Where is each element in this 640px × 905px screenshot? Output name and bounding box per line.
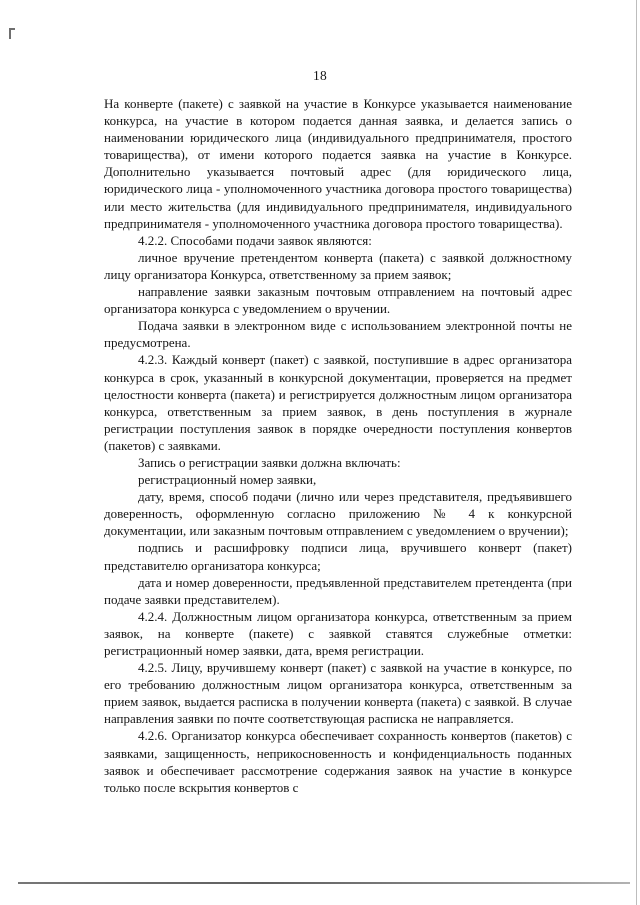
paragraph-registration-record: Запись о регистрации заявки должна включать:	[138, 454, 401, 470]
page-number: 18	[312, 68, 328, 83]
paragraph-envelope-marking: На конверте (пакете) с заявкой на участие в Конкурсе указывается наименование конкурса, на участие в котором подается данная заявка, и делается запись о наименовании юридического лица (индивидуального предпринимателя, простого товарищества), от имени которого подается заявка на участие в Конкурсе. Дополнительно указывается почтовый адрес (для юридического лица, юридического лица - уполномоченного участника договора простого товарищества) или место жительства (для индивидуального предпринимателя, индивидуального предпринимателя - уполномоченного участника договора простого товарищества).	[104, 96, 572, 231]
scan-artifact-mark	[9, 28, 15, 39]
paragraph-4-2-3: 4.2.3. Каждый конверт (пакет) с заявкой, поступившие в адрес организатора конкурса в срок, указанный в конкурсной документации, проверяется на предмет целостности конверта (пакета) и регистрируется должностным лицом организатора конкурса, ответственным за прием заявок, в день поступления в журнале регистрации поступления заявок в порядке очередности поступления конвертов (пакетов) с заявками.	[104, 352, 572, 453]
paragraph-4-2-6: 4.2.6. Организатор конкурса обеспечивает сохранность конвертов (пакетов) с заявками, защищенность, неприкосновенность и конфиденциальность поданных заявок и обеспечивает рассмотрение содержания заявок на участие в конкурсе только после вскрытия конвертов с	[104, 728, 572, 795]
paragraph-date-time-method: дату, время, способ подачи (лично или через представителя, предъявившего доверенность, оформленную согласно приложению № 4 к конкурсной документации, или заказным почтовым отправлением с уведомлением о вручении);	[104, 489, 572, 539]
paragraph-postal-delivery: направление заявки заказным почтовым отправлением на почтовый адрес организатора конкурса с уведомлением о вручении.	[104, 284, 572, 317]
scan-right-edge	[636, 0, 637, 905]
scan-bottom-edge	[18, 882, 630, 884]
paragraph-4-2-5: 4.2.5. Лицу, вручившему конверт (пакет) с заявкой на участие в конкурсе, по его требованию должностным лицом организатора конкурса, ответственным за прием заявок, выдается расписка в получении конверта (пакета) с заявкой. В случае направления заявки по почте соответствующая расписка не направляется.	[104, 660, 572, 727]
paragraph-signature: подпись и расшифровку подписи лица, вручившего конверт (пакет) представителю организатора конкурса;	[104, 540, 572, 573]
paragraph-electronic-submission: Подача заявки в электронном виде с использованием электронной почты не предусмотрена.	[104, 318, 572, 351]
paragraph-registration-number: регистрационный номер заявки,	[138, 472, 317, 488]
document-body	[104, 95, 572, 796]
paragraph-power-of-attorney: дата и номер доверенности, предъявленной представителем претендента (при подаче заявки представителем).	[104, 574, 572, 607]
paragraph-4-2-2-heading: 4.2.2. Способами подачи заявок являются:	[138, 232, 372, 248]
paragraph-4-2-4: 4.2.4. Должностным лицом организатора конкурса, ответственным за прием заявок, на конверте (пакете) с заявкой ставятся служебные отметки: регистрационный номер заявки, дата, время регистрации.	[104, 608, 572, 658]
paragraph-personal-delivery: личное вручение претендентом конверта (пакета) с заявкой должностному лицу организатора Конкурса, ответственному за прием заявок;	[104, 249, 572, 282]
